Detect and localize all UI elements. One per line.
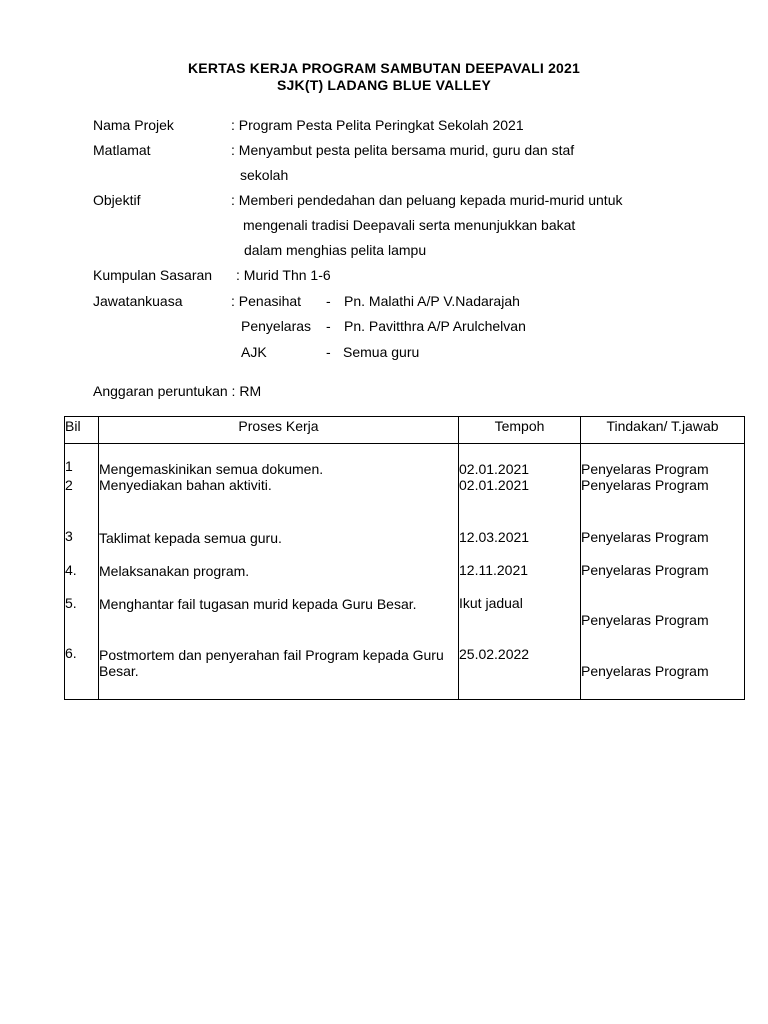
jawatankuasa-label: Jawatankuasa [93, 293, 183, 309]
committee-role-penasihat: : Penasihat [231, 293, 302, 309]
objektif-value: : Memberi pendedahan dan peluang kepada murid-murid untuk [231, 192, 623, 208]
row-tempoh: 02.01.2021 [459, 477, 581, 528]
matlamat-value-cont: sekolah [240, 167, 289, 183]
column-header-tempoh: Tempoh [459, 417, 581, 444]
matlamat-value: : Menyambut pesta pelita bersama murid, guru dan staf [231, 142, 575, 158]
column-header-tindakan: Tindakan/ T.jawab [581, 417, 745, 444]
kumpulan-sasaran-value: : Murid Thn 1-6 [236, 267, 331, 283]
matlamat-label: Matlamat [93, 142, 151, 158]
row-tindakan: Penyelaras Program [581, 477, 745, 528]
committee-name-penyelaras: Pn. Pavitthra A/P Arulchelvan [344, 318, 526, 334]
row-bil: 5. [65, 594, 99, 645]
school-name: SJK(T) LADANG BLUE VALLEY [277, 77, 491, 93]
row-tindakan: Penyelaras Program [581, 561, 745, 594]
committee-name-ajk: Semua guru [343, 344, 420, 360]
row-proses-kerja: Menghantar fail tugasan murid kepada Guru Besar. [99, 594, 459, 645]
table-row [65, 561, 745, 594]
work-process-table [64, 416, 745, 700]
committee-name-penasihat: Pn. Malathi A/P V.Nadarajah [344, 293, 520, 309]
row-tindakan: Penyelaras Program [581, 594, 745, 645]
row-tempoh: 25.02.2022 [459, 645, 581, 699]
kumpulan-sasaran-label: Kumpulan Sasaran [93, 267, 213, 283]
column-header-bil: Bil [65, 417, 99, 444]
row-bil: 1 [65, 444, 99, 478]
committee-dash: - [326, 344, 331, 360]
table-row [65, 645, 745, 699]
row-proses-kerja: Melaksanakan program. [99, 561, 459, 594]
table-row [65, 528, 745, 561]
row-tempoh: 12.03.2021 [459, 528, 581, 561]
nama-projek-label: Nama Projek [93, 117, 174, 133]
nama-projek-value: : Program Pesta Pelita Peringkat Sekolah 2021 [231, 117, 524, 133]
objektif-label: Objektif [93, 192, 141, 208]
column-header-proses-kerja: Proses Kerja [99, 417, 459, 444]
row-tindakan: Penyelaras Program [581, 444, 745, 478]
row-proses-kerja: Taklimat kepada semua guru. [99, 528, 459, 561]
table-header-row [65, 417, 745, 444]
row-tindakan: Penyelaras Program [581, 645, 745, 699]
row-bil: 3 [65, 528, 99, 561]
row-tempoh: 12.11.2021 [459, 561, 581, 594]
row-bil: 2 [65, 477, 99, 528]
objektif-value-cont-2: dalam menghias pelita lampu [244, 242, 427, 258]
row-proses-kerja: Mengemaskinikan semua dokumen. [99, 444, 459, 478]
table-row [65, 594, 745, 645]
document-title: KERTAS KERJA PROGRAM SAMBUTAN DEEPAVALI 2021 [187, 60, 581, 76]
committee-dash: - [326, 293, 331, 309]
row-bil: 6. [65, 645, 99, 699]
table-row [65, 477, 745, 528]
row-proses-kerja: Menyediakan bahan aktiviti. [99, 477, 459, 528]
row-tindakan: Penyelaras Program [581, 528, 745, 561]
row-bil: 4. [65, 561, 99, 594]
committee-role-ajk: AJK [241, 344, 267, 360]
table-row [65, 444, 745, 478]
row-tempoh: Ikut jadual [459, 594, 581, 645]
committee-dash: - [326, 318, 331, 334]
committee-role-penyelaras: Penyelaras [241, 318, 312, 334]
anggaran-peruntukan: Anggaran peruntukan : RM [93, 383, 262, 399]
row-tempoh: 02.01.2021 [459, 444, 581, 478]
row-proses-kerja: Postmortem dan penyerahan fail Program kepada Guru Besar. [99, 645, 459, 699]
objektif-value-cont-1: mengenali tradisi Deepavali serta menunjukkan bakat [243, 217, 576, 233]
